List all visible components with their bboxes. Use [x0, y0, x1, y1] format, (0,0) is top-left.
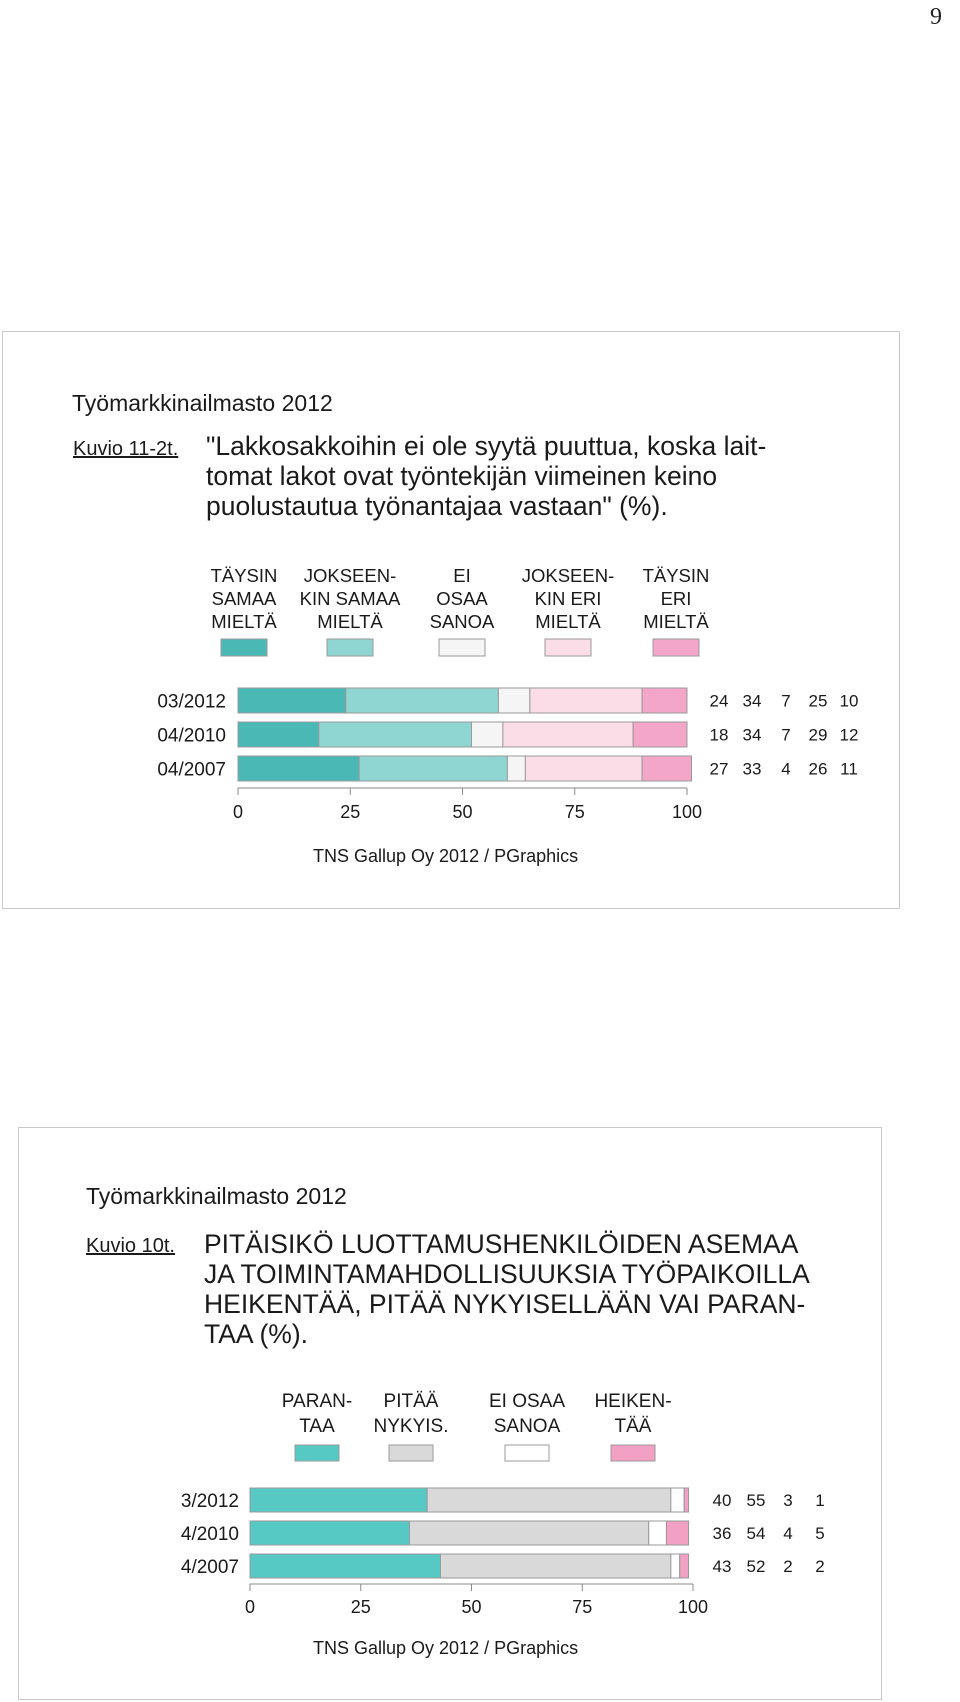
legend-swatch	[295, 1445, 339, 1461]
source-note: TNS Gallup Oy 2012 / PGraphics	[313, 846, 579, 866]
bar-segment	[525, 756, 642, 781]
data-label: 54	[746, 1524, 766, 1543]
data-label: 12	[839, 725, 859, 745]
bar-segment	[359, 756, 507, 781]
data-label: 27	[709, 759, 729, 779]
legend-swatch	[221, 639, 267, 656]
bar-segment	[319, 722, 472, 747]
bar-segment	[238, 722, 319, 747]
legend-swatch	[439, 639, 485, 656]
survey-title: Työmarkkinailmasto 2012	[86, 1183, 347, 1209]
x-tick-label: 0	[232, 802, 244, 822]
x-tick-label: 75	[564, 802, 585, 822]
legend-label: KIN SAMAA	[299, 588, 401, 609]
legend-label: PITÄÄ	[383, 1391, 439, 1412]
legend-label: MIELTÄ	[211, 611, 277, 632]
bar-segment	[427, 1488, 671, 1512]
legend-label: EI OSAA	[488, 1391, 566, 1412]
legend-label: ERI	[660, 588, 692, 609]
category-label: 4/2007	[180, 1557, 239, 1578]
bar-segment	[471, 722, 502, 747]
figure-title: PITÄISIKÖ LUOTTAMUSHENKILÖIDEN ASEMAA JA TOIMINTAMAHDOLLISUUKSIA TYÖPAIKOILLA HEIKENTÄÄ, PITÄÄ NYKYISELLÄÄN VAI PARAN- TAA (%).	[204, 1229, 810, 1349]
bar-segment	[238, 688, 346, 713]
legend-swatch	[327, 639, 373, 656]
legend-label: PARAN-	[281, 1391, 353, 1412]
data-label: 34	[742, 725, 762, 745]
bar-segment	[250, 1521, 409, 1545]
x-tick-label: 100	[677, 1597, 709, 1617]
data-label: 1	[815, 1491, 825, 1510]
legend-swatch	[389, 1445, 433, 1461]
data-label: 24	[709, 691, 729, 711]
data-label: 26	[808, 759, 828, 779]
data-label: 55	[746, 1491, 766, 1510]
legend-label: KIN ERI	[534, 588, 602, 609]
data-label: 11	[840, 759, 858, 779]
bar-segment	[671, 1488, 684, 1512]
legend-label: HEIKEN-	[594, 1391, 672, 1412]
stacked-bar-chart	[3, 332, 901, 910]
bar-segment	[507, 756, 525, 781]
legend-label: EI	[453, 565, 471, 586]
bar-segment	[250, 1488, 427, 1512]
legend-label: TÄÄ	[614, 1416, 652, 1437]
data-label: 43	[712, 1557, 732, 1576]
data-label: 34	[742, 691, 762, 711]
data-label: 52	[746, 1557, 766, 1576]
bar-segment	[684, 1488, 688, 1512]
source-note: TNS Gallup Oy 2012 / PGraphics	[313, 1638, 579, 1658]
data-label: 4	[783, 1524, 793, 1543]
bar-segment	[666, 1521, 688, 1545]
data-label: 7	[781, 725, 791, 745]
data-label: 25	[808, 691, 828, 711]
legend-swatch	[505, 1445, 549, 1461]
legend-label: NYKYIS.	[373, 1416, 449, 1437]
figure-label: Kuvio 10t.	[86, 1235, 175, 1257]
bar-segment	[642, 688, 687, 713]
category-label: 04/2010	[157, 725, 226, 747]
data-label: 29	[808, 725, 828, 745]
x-tick-label: 50	[461, 1597, 482, 1617]
category-label: 3/2012	[180, 1491, 239, 1512]
x-tick-label: 75	[572, 1597, 593, 1617]
stacked-bar-chart	[19, 1128, 883, 1701]
legend-label: MIELTÄ	[643, 611, 709, 632]
legend-label: OSAA	[436, 588, 488, 609]
legend-label: MIELTÄ	[317, 611, 383, 632]
legend-label: SAMAA	[211, 588, 277, 609]
legend-label: TÄYSIN	[210, 565, 278, 586]
data-label: 7	[781, 691, 791, 711]
data-label: 3	[783, 1491, 793, 1510]
data-label: 5	[815, 1524, 825, 1543]
legend-swatch	[545, 639, 591, 656]
figure-panel-shop-steward-position	[18, 1127, 882, 1700]
x-tick-label: 100	[671, 802, 703, 822]
data-label: 4	[781, 759, 791, 779]
bar-segment	[409, 1521, 648, 1545]
bar-segment	[671, 1554, 680, 1578]
legend-label: JOKSEEN-	[521, 565, 615, 586]
bar-segment	[680, 1554, 689, 1578]
bar-segment	[440, 1554, 670, 1578]
category-label: 4/2010	[180, 1524, 239, 1545]
bar-segment	[642, 756, 691, 781]
legend-label: TÄYSIN	[642, 565, 710, 586]
x-tick-label: 25	[350, 1597, 371, 1617]
bar-segment	[530, 688, 642, 713]
category-label: 03/2012	[157, 691, 226, 713]
legend-label: MIELTÄ	[535, 611, 601, 632]
bar-segment	[633, 722, 687, 747]
survey-title: Työmarkkinailmasto 2012	[72, 390, 333, 416]
x-tick-label: 0	[244, 1597, 256, 1617]
legend-label: SANOA	[493, 1416, 561, 1437]
x-tick-label: 50	[452, 802, 473, 822]
legend-swatch	[611, 1445, 655, 1461]
data-label: 40	[712, 1491, 732, 1510]
category-label: 04/2007	[157, 759, 226, 781]
bar-segment	[250, 1554, 440, 1578]
bar-segment	[649, 1521, 667, 1545]
bar-segment	[498, 688, 529, 713]
figure-label: Kuvio 11-2t.	[73, 438, 179, 460]
figure-panel-strike-penalties	[2, 331, 900, 909]
bar-segment	[238, 756, 359, 781]
bar-segment	[346, 688, 499, 713]
data-label: 18	[709, 725, 729, 745]
data-label: 36	[712, 1524, 732, 1543]
figure-title: "Lakkosakkoihin ei ole syytä puuttua, koska lait- tomat lakot ovat työntekijän viimeinen keino puolustautua työnantajaa vastaan" (%).	[206, 431, 767, 521]
data-label: 33	[742, 759, 762, 779]
data-label: 2	[783, 1557, 793, 1576]
legend-label: TAA	[299, 1416, 335, 1437]
page-number: 9	[930, 4, 942, 30]
bar-segment	[503, 722, 633, 747]
legend-label: JOKSEEN-	[303, 565, 397, 586]
legend-swatch	[653, 639, 699, 656]
data-label: 2	[815, 1557, 825, 1576]
legend-label: SANOA	[429, 611, 495, 632]
x-tick-label: 25	[340, 802, 361, 822]
data-label: 10	[839, 691, 859, 711]
